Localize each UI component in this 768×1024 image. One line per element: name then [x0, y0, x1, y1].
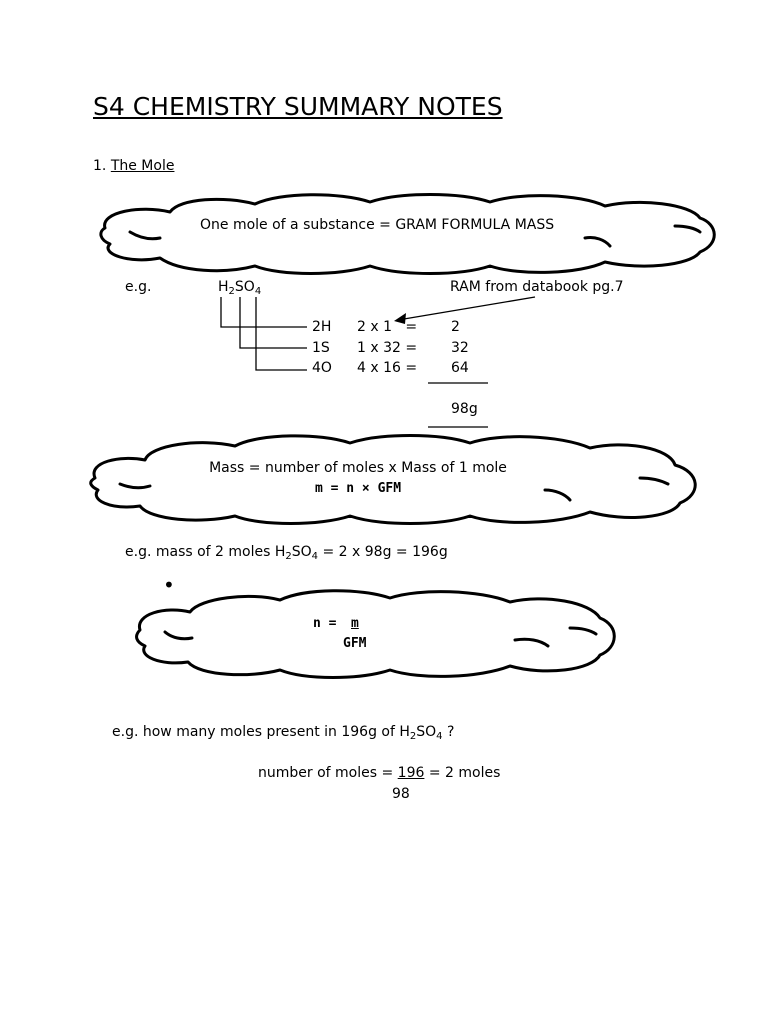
row-value: 32 — [451, 340, 469, 356]
row-calc: 4 x 16 = — [357, 360, 418, 376]
cloud-1-text: One mole of a substance = GRAM FORMULA MASS — [200, 217, 555, 233]
calc-denominator: 98 — [392, 786, 410, 802]
total-value: 98g — [451, 401, 478, 417]
row-calc: 2 x 1 = — [357, 319, 418, 335]
cloud-3-denominator: GFM — [343, 636, 367, 651]
row-atom: 1S — [312, 340, 330, 356]
cloud-1-shape — [101, 195, 714, 274]
cloud-3-numerator: m — [351, 616, 359, 631]
row-value: 64 — [451, 360, 469, 376]
cloud-3-shape — [137, 591, 615, 678]
ram-note: RAM from databook pg.7 — [450, 279, 624, 295]
cloud-2-shape — [91, 436, 696, 524]
row-calc: 1 x 32 = — [357, 340, 418, 356]
cloud-3-lhs: n = — [313, 616, 337, 631]
moles-calculation: number of moles = 196 = 2 moles — [258, 765, 501, 781]
page-title: S4 CHEMISTRY SUMMARY NOTES — [93, 92, 503, 121]
section-number: 1. — [93, 158, 107, 174]
bracket-o — [256, 297, 307, 370]
row-value: 2 — [451, 319, 460, 335]
row-atom: 2H — [312, 319, 332, 335]
example-2: e.g. mass of 2 moles $H_2SO_4 = 2$ x 98g = 196g — [125, 544, 448, 562]
bracket-h — [221, 297, 307, 327]
example-3: e.g. how many moles present in 196g of $H_2SO_4$ ? — [112, 724, 455, 742]
arrow-line — [398, 297, 535, 320]
bullet: • — [163, 573, 175, 597]
cloud-2-line-1: Mass = number of moles x Mass of 1 mole — [209, 460, 507, 476]
section-heading — [93, 158, 174, 174]
bracket-s — [240, 297, 307, 348]
section-title: The Mole — [110, 158, 175, 174]
cloud-2-line-2: m = n × GFM — [314, 481, 402, 496]
example-1-label: e.g. — [125, 279, 152, 295]
formula-h2so4: $H_2SO_4$ — [218, 279, 262, 297]
row-atom: 4O — [312, 360, 332, 376]
calc-numerator: 196 — [397, 765, 425, 781]
